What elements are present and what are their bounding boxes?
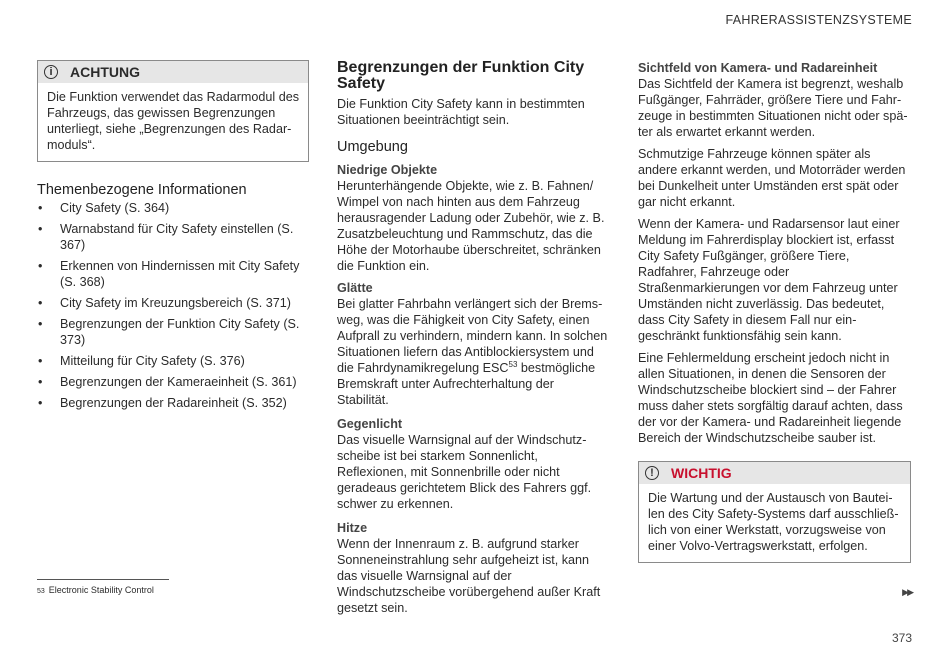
related-link-hindernisse[interactable]: • Erkennen von Hindernissen mit City Safety (S. 368) bbox=[37, 258, 309, 290]
page-header-section: FAHRERASSISTENZSYSTEME bbox=[725, 13, 912, 27]
heading-glaette: Glätte bbox=[337, 281, 373, 295]
left-column bbox=[37, 60, 309, 416]
related-link-mitteilung[interactable]: • Mitteilung für City Safety (S. 376) bbox=[37, 353, 309, 369]
section-title: Begrenzungen der Funktion City Safety bbox=[337, 59, 585, 92]
exclamation-circle-icon: ! bbox=[645, 466, 659, 480]
double-chevron-right-icon[interactable]: ▶▶ bbox=[902, 587, 912, 597]
heading-niedrige-objekte: Niedrige Objekte bbox=[337, 163, 438, 177]
important-box-text: Die Wartung und der Austausch von Bauteilen des City Safety-Systems darf ausschließlich von einer Werkstatt, vorzugsweise von einer Volvo-Vertragswerkstatt, erfolgen. bbox=[648, 491, 899, 553]
related-link-radareinheit[interactable]: • Begrenzungen der Radareinheit (S. 352) bbox=[37, 395, 309, 411]
text-glaette-part1: Bei glatter Fahrbahn verlängert sich der Bremsweg, was die Fähigkeit von City Safety, einen Aufprall zu verhindern, mindern kann. In solchen Situationen liefern das Antiblockiersystem und die Fahrdynamikregelung ESC bbox=[337, 297, 608, 375]
subsection-title: Umgebung bbox=[337, 139, 408, 155]
important-box-header bbox=[639, 462, 910, 484]
heading-gegenlicht: Gegenlicht bbox=[337, 417, 403, 431]
related-link-city-safety[interactable]: • City Safety (S. 364) bbox=[37, 200, 309, 216]
related-link-begrenzungen-city-safety[interactable]: • Begrenzungen der Funktion City Safety (S. 373) bbox=[37, 316, 309, 348]
paragraph-sichtfeld-3: Wenn der Kamera- und Radarsensor laut einer Meldung im Fahrerdisplay blockiert ist, erfasst City Safety Fußgänger, größere Tiere, Radfahrer, Fahrzeuge oder Straßenmarkierungen vor dem Fahrzeug unter Umständen nicht zuverlässig. Das bedeutet, dass City Safety in diesem Fall nur eingeschränkt funktionsfähig sein kann. bbox=[638, 217, 900, 343]
warning-box-header bbox=[38, 61, 308, 83]
middle-column bbox=[337, 60, 609, 616]
footnote-number: 53 bbox=[37, 588, 45, 595]
important-box-title: WICHTIG bbox=[671, 465, 732, 481]
important-box bbox=[638, 461, 911, 563]
text-glaette bbox=[337, 296, 609, 408]
related-link-kreuzungsbereich[interactable]: • City Safety im Kreuzungsbereich (S. 371) bbox=[37, 295, 309, 311]
text-glaette-part2: bestmögliche Bremskraft unter Aufrechterhaltung der Stabilität. bbox=[337, 361, 596, 407]
text-hitze: Wenn der Innenraum z. B. aufgrund starker Sonneneinstrahlung sehr aufgeheizt ist, kann das visuelle Warnsignal auf der Windschutzscheibe vorübergehend außer Kraft gesetzt sein. bbox=[337, 537, 601, 615]
warning-box bbox=[37, 60, 309, 162]
paragraph-sichtfeld-1: Das Sichtfeld der Kamera ist begrenzt, weshalb Fußgänger, Fahrräder, größere Tiere und Fahrzeuge in bestimmten Situationen nicht oder später als erwartet erkannt werden. bbox=[638, 77, 908, 139]
heading-hitze: Hitze bbox=[337, 521, 368, 535]
right-column bbox=[638, 60, 911, 563]
paragraph-sichtfeld-4: Eine Fehlermeldung erscheint jedoch nicht in allen Situationen, in denen die Sensoren der Windschutzscheibe blockiert sind – der Fahrer muss daher stets sorgfältig darauf achten, dass der vor der Kamera- und Radareinheit liegende Bereich der Windschutzscheibe sauber ist. bbox=[638, 351, 903, 445]
related-link-kameraeinheit[interactable]: • Begrenzungen der Kameraeinheit (S. 361) bbox=[37, 374, 309, 390]
paragraph-sichtfeld-2: Schmutzige Fahrzeuge können später als andere erkannt werden, und Motorräder werden bei Dunkelheit unter Umständen erst spät oder gar nicht erkannt. bbox=[638, 147, 906, 209]
section-intro: Die Funktion City Safety kann in bestimmten Situationen beeinträchtigt sein. bbox=[337, 97, 585, 127]
footnote-ref-53[interactable]: 53 bbox=[508, 359, 518, 369]
page-number: 373 bbox=[891, 631, 912, 645]
warning-box-text: Die Funktion verwendet das Radarmodul des Fahrzeugs, das gewissen Begrenzungen unterliegt, siehe „Begrenzungen des Radarmoduls“. bbox=[47, 90, 300, 152]
warning-box-title: ACHTUNG bbox=[70, 64, 140, 80]
info-circle-icon: i bbox=[44, 65, 58, 79]
related-info-title: Themenbezogene Informationen bbox=[37, 182, 247, 198]
heading-sichtfeld: Sichtfeld von Kamera- und Radareinheit bbox=[638, 61, 878, 75]
related-link-warnabstand[interactable]: • Warnabstand für City Safety einstellen (S. 367) bbox=[37, 221, 309, 253]
footnote-text: Electronic Stability Control bbox=[48, 585, 154, 595]
footnote bbox=[37, 579, 169, 595]
text-niedrige-objekte: Herunterhängende Objekte, wie z. B. Fahnen/ Wimpel von nach hinten aus dem Fahrzeug herausragender Ladung oder Zubehör, wie z. B. Zusatzbeleuchtung und Rammschutz, das die Höhe der Motorhaube überschreitet, schränken die Funktion ein. bbox=[337, 179, 605, 273]
text-gegenlicht: Das visuelle Warnsignal auf der Windschutzscheibe ist bei starkem Sonnenlicht, Reflexionen, mit Sonnenbrille oder nicht geradeaus gerichtetem Blick des Fahrers ggf. schwer zu erkennen. bbox=[337, 433, 592, 511]
related-info-list bbox=[37, 200, 309, 411]
